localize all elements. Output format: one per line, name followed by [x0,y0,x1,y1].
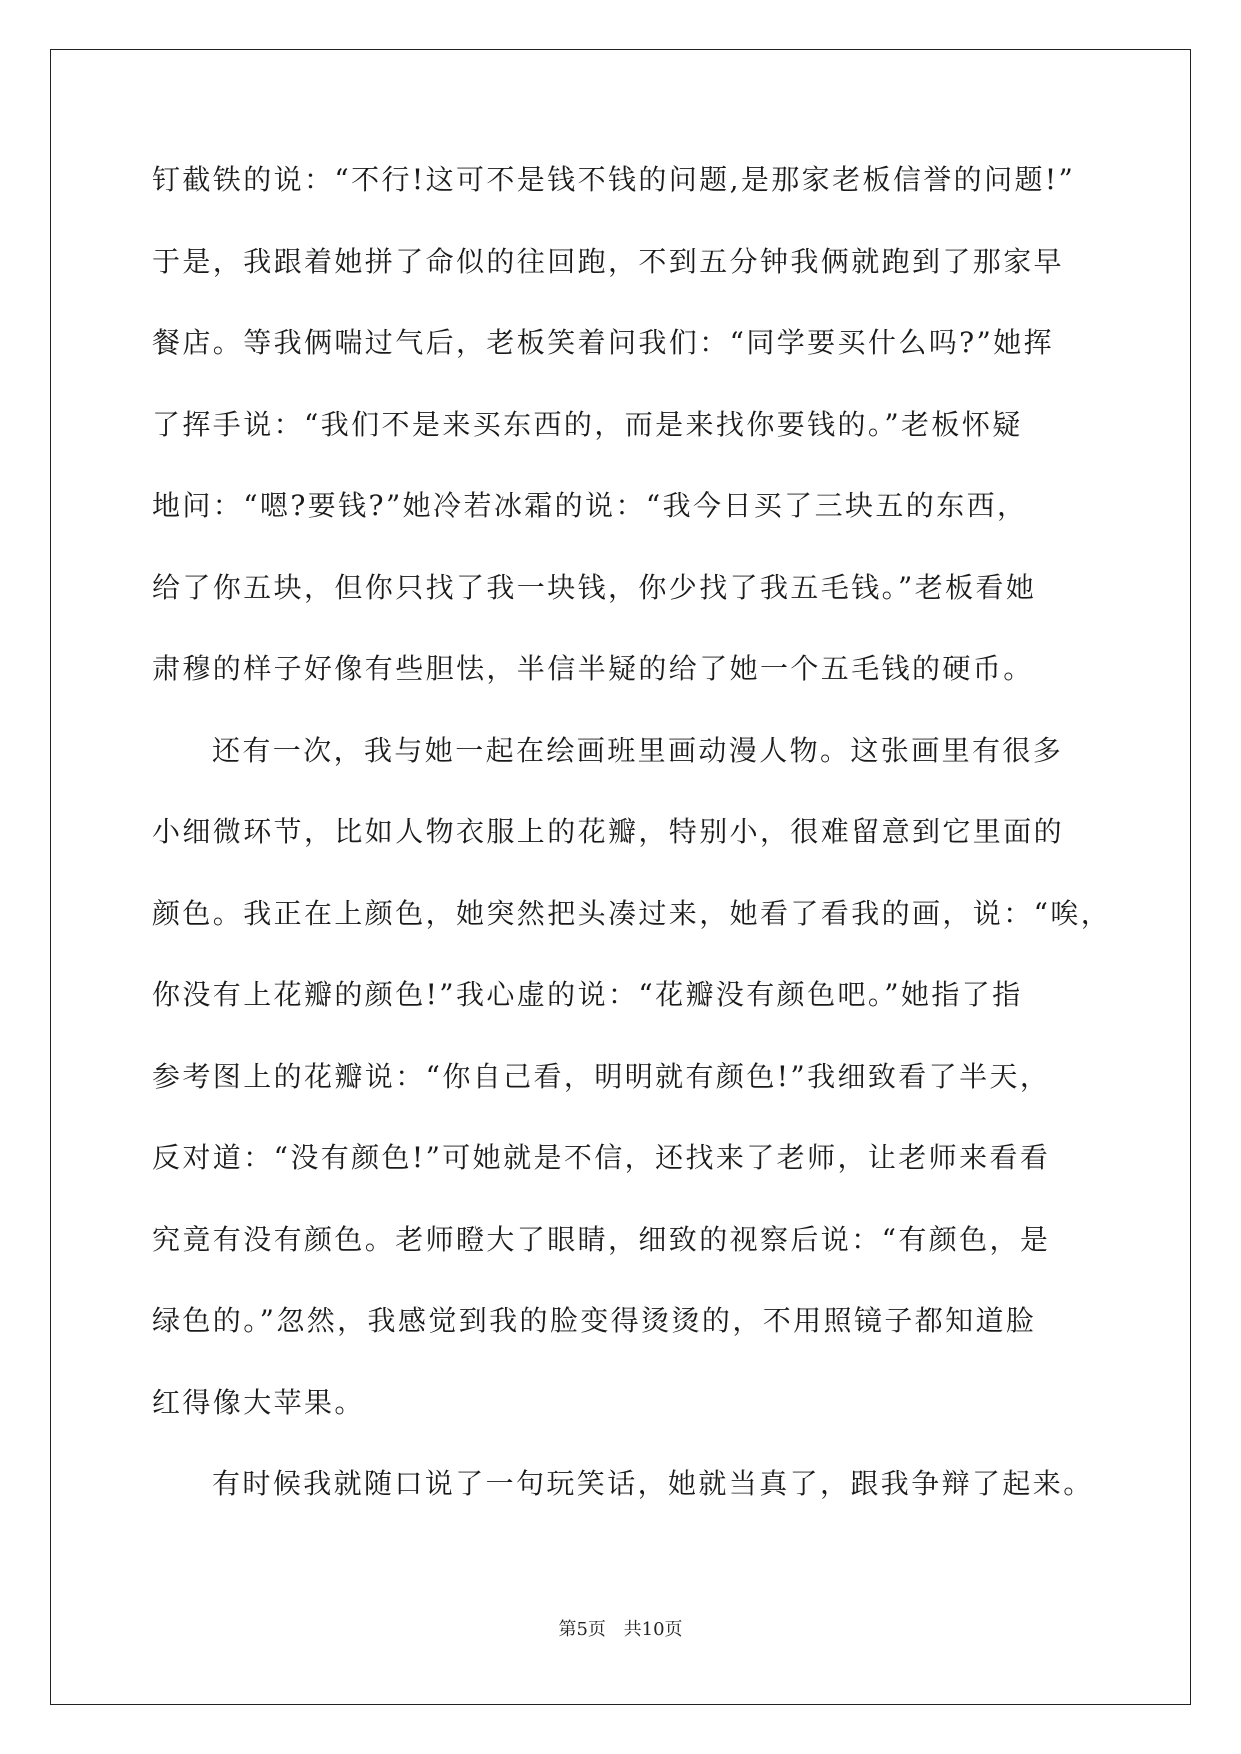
paragraph-line: 钉截铁的说：“不行!这可不是钱不钱的问题,是那家老板信誉的问题!” [152,163,1076,196]
paragraph-line: 有时候我就随口说了一句玩笑话，她就当真了，跟我争辩了起来。 [212,1467,1094,1500]
paragraph-line: 绿色的。”忽然，我感觉到我的脸变得烫烫的，不用照镜子都知道脸 [152,1304,1037,1337]
paragraph-line: 究竟有没有颜色。老师瞪大了眼睛，细致的视察后说：“有颜色，是 [152,1222,1051,1256]
paragraph-line: 小细微环节，比如人物衣服上的花瓣，特别小，很难留意到它里面的 [152,815,1065,848]
paragraph-line: 红得像大苹果。 [152,1385,365,1419]
paragraph-line: 了挥手说：“我们不是来买东西的，而是来找你要钱的。”老板怀疑 [152,407,1023,441]
paragraph-line: 给了你五块，但你只找了我一块钱，你少找了我五毛钱。”老板看她 [152,570,1037,604]
paragraph-line: 于是，我跟着她拼了命似的往回跑，不到五分钟我俩就跑到了那家早 [152,244,1065,278]
paragraph-line: 还有一次，我与她一起在绘画班里画动漫人物。这张画里有很多 [212,733,1064,767]
page-number: 第5页 [558,1619,606,1640]
body-text [152,160,1112,1546]
paragraph-line: 反对道：“没有颜色!”可她就是不信，还找来了老师，让老师来看看 [152,1141,1051,1174]
paragraph-line: 颜色。我正在上颜色，她突然把头凑过来，她看了看我的画，说：“唉， [152,896,1112,930]
page-total: 共10页 [623,1619,683,1640]
paragraph-line: 地问：“嗯?要钱?”她冷若冰霜的说：“我今日买了三块五的东西， [152,489,1028,522]
page-footer [0,1615,1241,1641]
paragraph-line: 肃穆的样子好像有些胆怯，半信半疑的给了她一个五毛钱的硬币。 [152,652,1034,685]
paragraph-line: 参考图上的花瓣说：“你自己看，明明就有颜色!”我细致看了半天， [152,1059,1051,1093]
paragraph-line: 餐店。等我俩喘过气后，老板笑着问我们：“同学要买什么吗?”她挥 [152,326,1055,359]
paragraph-line: 你没有上花瓣的颜色!”我心虚的说：“花瓣没有颜色吧。”她指了指 [152,978,1023,1011]
